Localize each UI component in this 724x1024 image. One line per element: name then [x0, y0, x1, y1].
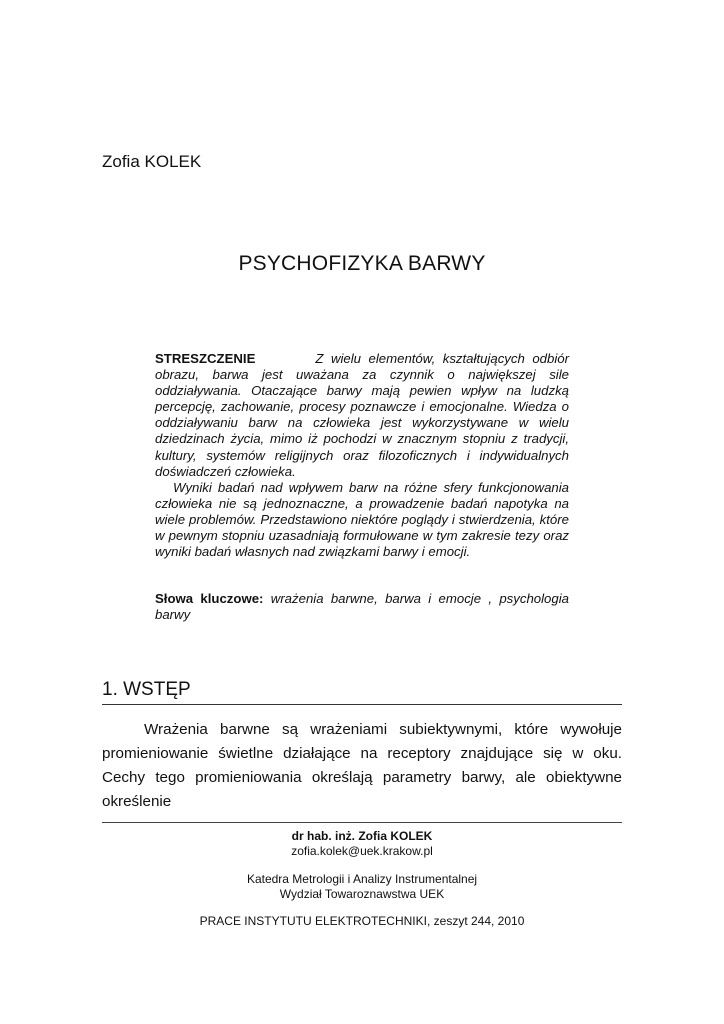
footer-email: zofia.kolek@uek.krakow.pl	[291, 844, 433, 858]
intro-paragraph: Wrażenia barwne są wrażeniami subiektywnymi, które wywołuje promieniowanie świetlne działające na receptory znajdujące się w oku. Cechy tego promieniowania określają parametry barwy, ale obiektywne określenie	[102, 721, 622, 810]
keywords-block	[155, 591, 569, 623]
footer-publication: PRACE INSTYTUTU ELEKTROTECHNIKI, zeszyt 244, 2010	[199, 914, 525, 928]
abstract-label: STRESZCZENIE	[155, 351, 256, 366]
abstract-text-1: Z wielu elementów, kształtujących odbiór obrazu, barwa jest uważana za czynnik o największej sile oddziaływania. Otaczające barwy mają pewien wpływ na ludzką percepcję, zachowanie, procesy poznawcze i emocjonalne. Wiedza o oddziaływaniu barw na człowieka jest wykorzystywane w wielu dziedzinach życia, mimo iż pochodzi w znacznym stopniu z tradycji, kultury, systemów religijnych oraz filozoficznych i indywidualnych doświadczeń człowieka.	[155, 351, 569, 479]
abstract-paragraph-2: Wyniki badań nad wpływem barw na różne sfery funkcjonowania człowieka nie są jednoznaczne, a prowadzenie badań napotyka na wiele problemów. Przedstawiono niektóre poglądy i stwierdzenia, które w pewnym stopniu uzasadniają formułowane w tym zakresie tezy oraz wyniki badań własnych nad związkami barwy i emocji.	[155, 479, 569, 560]
footer-author-name: dr hab. inż. Zofia KOLEK	[291, 829, 433, 843]
abstract-block	[155, 351, 569, 560]
keywords-text: wrażenia barwne, barwa i emocje , psychologia barwy	[155, 591, 569, 623]
abstract-paragraph-1	[155, 351, 569, 480]
footer-divider	[102, 822, 622, 823]
section-underline	[102, 704, 622, 705]
paper-title: PSYCHOFIZYKA BARWY	[238, 252, 486, 275]
keywords-label: Słowa kluczowe:	[155, 591, 264, 606]
footer-department: Katedra Metrologii i Analizy Instrumentalnej	[246, 872, 478, 886]
footer-faculty: Wydział Towaroznawstwa UEK	[279, 887, 445, 901]
body-text	[102, 718, 622, 814]
section-heading: 1. WSTĘP	[102, 679, 191, 700]
author-name: Zofia KOLEK	[102, 152, 202, 171]
